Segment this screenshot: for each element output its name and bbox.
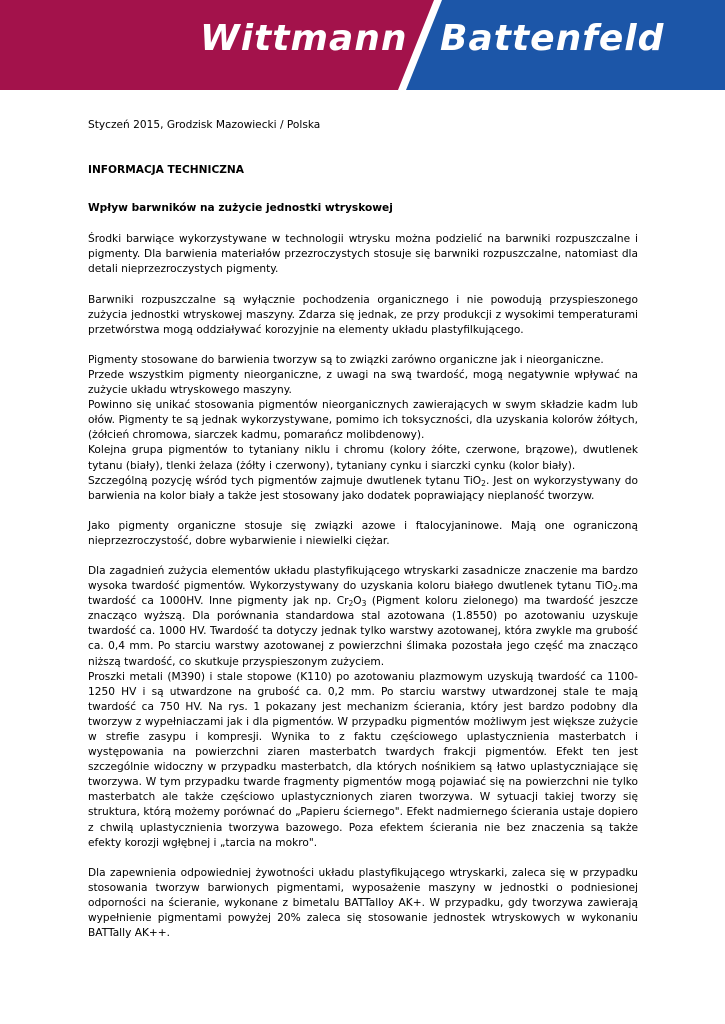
brand-header (0, 0, 725, 90)
subscript: 2 (348, 599, 354, 609)
paragraph-3e (88, 474, 638, 504)
paragraph-1: Środki barwiące wykorzystywane w technologii wtrysku można podzielić na barwniki rozpuszczalne i pigmenty. Dla barwienia materiałów przezroczystych stosuje się barwniki rozpuszczalne, natomiast dla detali nieprzezroczystych pigmenty. (88, 233, 638, 276)
text-run: O (353, 595, 362, 608)
subscript: 3 (361, 599, 367, 609)
text-run: (Pigment koloru zielonego) ma twardość jeszcze znacząco wyższą. Dla porównania standardowa stal azotowana (1.8550) po azotowaniu uzyskuje twardość ca. 1000 HV. Twardość ta dotyczy jednak tylko warstwy azotowanej, która zwykle ma grubość ca. 0,4 mm. Po starciu warstwy azotowanej z powierzchni ślimaka pozostała jego część ma znacząco niższą twardość, co skutkuje przyspieszonym zużyciem. (88, 595, 638, 668)
document-subtitle: Wpływ barwników na zużycie jednostki wtryskowej (88, 202, 393, 215)
text-run: . Jest on wykorzystywany do barwienia na kolor biały a także jest stosowany jako dodatek poprawiający nieplaność tworzyw. (88, 474, 638, 502)
section-title: INFORMACJA TECHNICZNA (88, 164, 244, 177)
battenfeld-logo: Battenfeld (440, 18, 665, 59)
paragraph-2: Barwniki rozpuszczalne są wyłącznie pochodzenia organicznego i nie powodują przyspieszonego zużycia jednostki wtryskowej maszyny. Zdarza się jednak, ze przy produkcji z wysokimi temperaturami przetwórstwa mogą oddziaływać korozyjnie na elementy układu plastyfilkującego. (88, 293, 638, 336)
paragraph-4: Jako pigmenty organiczne stosuje się związki azowe i ftalocyjaninowe. Mają one ograniczoną nieprzezroczystość, dobre wybarwienie i niewielki ciężar. (88, 519, 638, 547)
paragraph-3d: Kolejna grupa pigmentów to tytaniany niklu i chromu (kolory żółte, czerwone, brązowe), dwutlenek tytanu (biały), tlenki żelaza (żółty i czerwony), tytaniany cynku i siarczki cynku (kolor biały). (88, 444, 638, 472)
dateline: Styczeń 2015, Grodzisk Mazowiecki / Polska (88, 119, 321, 131)
paragraph-3b: Przede wszystkim pigmenty nieorganiczne, z uwagi na swą twardość, mogą negatywnie wpływać na zużycie układu wtryskowego maszyny. (88, 368, 638, 397)
document-body (88, 118, 638, 941)
text-run: Dla zagadnień zużycia elementów układu plastyfikującego wtryskarki zasadnicze znaczenie ma bardzo wysoka twardość pigmentów. Wykorzystywany do uzyskania koloru białego dwutlenek tytanu TiO (88, 564, 638, 593)
paragraph-5 (88, 564, 638, 670)
text-run: .ma twardość ca 1000HV. Inne pigmenty jak np. Cr (88, 580, 638, 608)
text-run: Szczególną pozycję wśród tych pigmentów zajmuje dwutlenek tytanu TiO (88, 474, 482, 487)
paragraph-3c: Powinno się unikać stosowania pigmentów nieorganicznych zawierających w swym składzie kadm lub ołów. Pigmenty te są jednak wykorzystywane, pomimo ich toksyczności, dla uzyskania kolorów żółtych, (żółcień chromowa, siarczek kadmu, pomarańcz molibdenowy). (88, 399, 638, 442)
wittmann-logo: Wittmann (200, 18, 408, 59)
subscript: 2 (613, 584, 618, 594)
subscript: 2 (481, 478, 486, 488)
paragraph-7: Dla zapewnienia odpowiedniej żywotności układu plastyfikującego wtryskarki, zaleca się w przypadku stosowania tworzyw barwionych pigmentami, wyposażenie maszyny w jednostki o podniesionej odporności na ścieranie, wykonane z bimetalu BATTalloy AK+. W przypadku, gdy tworzywa zawierają wypełnienie pigmentami powyżej 20% zaleca się stosowanie jednostek wtryskowych w wykonaniu BATTally AK++. (88, 866, 638, 940)
paragraph-6: Proszki metali (M390) i stale stopowe (K110) po azotowaniu plazmowym uzyskują twardość ca 1100-1250 HV i są utwardzone na grubość ca. 0,2 mm. Po starciu warstwy utwardzonej stale te mają twardość ca 750 HV. Na rys. 1 pokazany jest mechanizm ścierania, który jest bardzo podobny dla tworzyw z wypełniaczami jak i dla pigmentów. W przypadku pigmentów możliwym jest większe zużycie w strefie zasypu i kompresji. Wynika to z faktu częściowego uplastycznienia masterbatch i występowania na powierzchni ziaren masterbatch twardych frakcji pigmentów. Efekt ten jest szczególnie widoczny w przypadku masterbatch, dla których nośnikiem są łatwo uplastyczniające się tworzywa. W tym przypadku twarde fragmenty pigmentów mogą pojawiać się na powierzchni nie tylko masterbatch ale także częściowo uplastycznionych ziaren tworzywa. W sytuacji takiej tworzy się struktura, którą możemy porównać do „Papieru ściernego". Efekt nadmiernego ścierania ustaje dopiero z chwilą uplastycznienia tworzywa bazowego. Poza efektem ścierania nie bez znaczenia są także efekty korozji wgłębnej i „tarcia na mokro". (88, 670, 638, 849)
paragraph-3a: Pigmenty stosowane do barwienia tworzyw są to związki zarówno organiczne jak i nieorganiczne. (88, 353, 604, 366)
